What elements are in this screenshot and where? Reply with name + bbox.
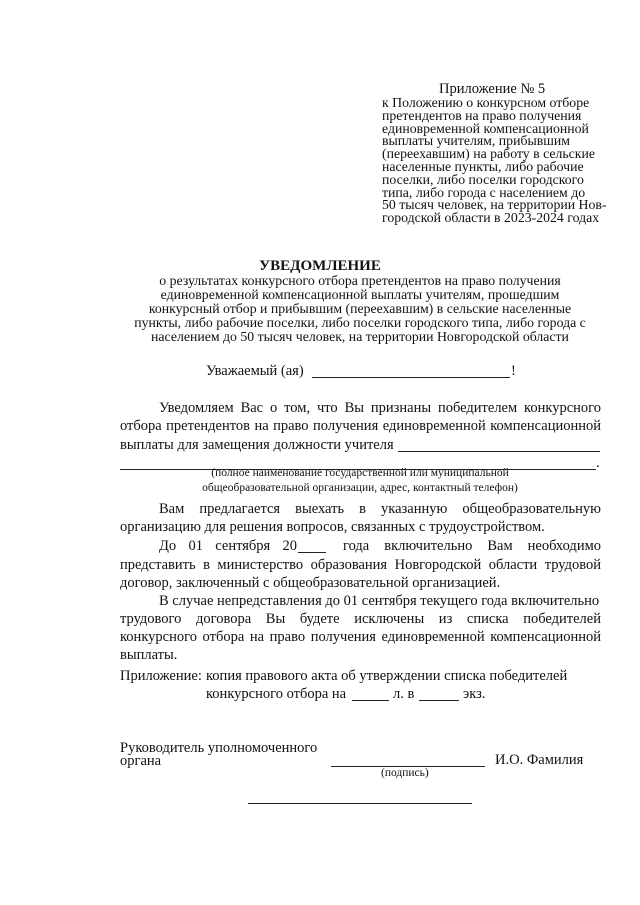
appendix-line: к Положению о конкурсном отборе (382, 95, 590, 110)
subtitle-line: конкурсный отбор и прибывшим (переехавшим) в сельские населенные (148, 301, 572, 316)
greeting-end: ! (511, 363, 516, 379)
p3-line-2: представить в министерство образования Новгородской области трудовой (120, 557, 601, 573)
appendix-line: выплаты учителям, прибывшим (382, 133, 571, 149)
appendix-reference (382, 95, 607, 226)
subtitle-line: пункты, либо рабочие поселки, либо поселки городского типа, либо города с (134, 315, 586, 330)
notice-title: УВЕДОМЛЕНИЕ (259, 258, 381, 274)
attachment-line-2b: л. в (393, 686, 415, 702)
sheets-blank (352, 700, 389, 701)
p2-line-2: организацию для решения вопросов, связанных с трудоустройством. (120, 519, 545, 535)
appendix-line: (переехавшим) на работу в сельские (382, 146, 596, 162)
bottom-line (248, 803, 472, 804)
organization-hint-1: (полное наименование государственной или муниципальной (211, 467, 509, 479)
signer-role-line-2: органа (120, 753, 162, 769)
p4-line-4: выплаты. (120, 647, 178, 663)
appendix-line: поселки, либо поселки городского (382, 171, 584, 187)
attachment-line-2c: экз. (463, 686, 486, 702)
p2-line-1: Вам предлагается выехать в указанную общеобразовательную (159, 501, 601, 517)
appendix-line: претендентов на право получения (382, 107, 582, 123)
p1-line-3: выплаты для замещения должности учителя (120, 437, 394, 453)
p1-line-1: Уведомляем Вас о том, что Вы признаны победителем конкурсного (159, 400, 601, 416)
appendix-line: типа, либо города с населением до (382, 184, 586, 200)
attachment-line-2a: конкурсного отбора на (206, 686, 347, 702)
signer-role-line-1: Руководитель уполномоченного (120, 740, 318, 756)
appendix-line: 50 тысяч человек, на территории Нов- (382, 197, 607, 213)
subtitle-line: единовременной компенсационной выплаты учителям, прошедшим (160, 287, 560, 302)
p4-line-1: В случае непредставления до 01 сентября текущего года включительно (159, 593, 600, 609)
copies-blank (419, 700, 459, 701)
p4-line-3: конкурсного отбора на право получения единовременной компенсационной (120, 629, 601, 645)
p1-line-2: отбора претендентов на право получения единовременной компенсационной (120, 418, 601, 434)
signature-hint: (подпись) (381, 767, 429, 779)
p3-line-3: договор, заключенный с общеобразовательной организацией. (120, 575, 501, 591)
appendix-number: Приложение № 5 (439, 81, 546, 97)
greeting-label: Уважаемый (ая) (206, 363, 304, 379)
p3-line-1b: года включительно Вам необходимо (343, 538, 601, 554)
attachment-line-1: копия правового акта об утверждении списка победителей (206, 668, 568, 684)
p4-line-2: трудового договора Вы будете исключены из списка победителей (120, 611, 601, 627)
recipient-name-blank (312, 377, 510, 378)
appendix-line: единовременной компенсационной (382, 120, 589, 136)
organization-hint-2: общеобразовательной организации, адрес, контактный телефон) (202, 482, 518, 494)
appendix-line: городской области в 2023-2024 годах (382, 210, 600, 226)
subtitle-line: о результатах конкурсного отбора претендентов на право получения (159, 273, 561, 288)
signer-name: И.О. Фамилия (495, 752, 584, 768)
year-blank (298, 552, 326, 553)
subtitle-line: населением до 50 тысяч человек, на территории Новгородской области (151, 329, 569, 344)
p3-line-1a: До 01 сентября 20 (159, 538, 297, 554)
attachment-label: Приложение: (120, 668, 202, 684)
position-blank (398, 451, 600, 452)
appendix-line: населенные пункты, либо рабочие (382, 158, 584, 174)
notice-subtitle (110, 274, 610, 344)
p1-end: . (596, 455, 600, 471)
